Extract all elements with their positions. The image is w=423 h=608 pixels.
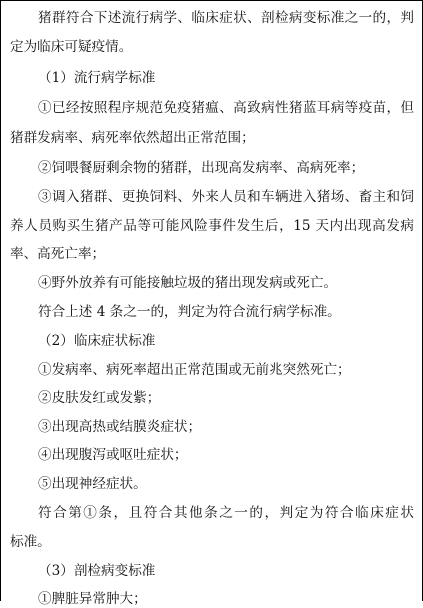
- intro-line-2: 定为临床可疑疫情。: [10, 39, 133, 55]
- clinical-item-2: ②皮肤发红或发紫；: [38, 390, 161, 406]
- necropsy-item-1: ①脾脏异常肿大；: [38, 591, 147, 607]
- intro-line-1: 猪群符合下述流行病学、临床症状、剖检病变标准之一的，判: [38, 10, 414, 26]
- epi-item-1-line-2: 猪群发病率、病死率依然超出正常范围；: [10, 130, 255, 146]
- clinical-item-4: ④出现腹泻或呕吐症状；: [38, 447, 188, 463]
- section-2-heading: （2）临床症状标准: [38, 333, 156, 349]
- section-1-heading: （1）流行病学标准: [38, 70, 156, 86]
- epi-conclusion: 符合上述 4 条之一的，判定为符合流行病学标准。: [38, 304, 341, 320]
- epi-item-1-line-1: ①已经按照程序规范免疫猪瘟、高致病性猪蓝耳病等疫苗，但: [38, 100, 414, 116]
- clinical-item-1: ①发病率、病死率超出正常范围或无前兆突然死亡；: [38, 362, 351, 378]
- epi-item-3-line-3: 率、高死亡率；: [10, 246, 106, 262]
- section-3-heading: （3）剖检病变标准: [38, 563, 156, 579]
- epi-item-3-line-2: 养人员购买生猪产品等可能风险事件发生后，15 天内出现高发病: [10, 218, 414, 234]
- clinical-item-3: ③出现高热或结膜炎症状；: [38, 419, 202, 435]
- clinical-conclusion-line-1: 符合第①条，且符合其他条之一的，判定为符合临床症状: [38, 505, 414, 521]
- epi-item-3-line-1: ③调入猪群、更换饲料、外来人员和车辆进入猪场、畜主和饲: [38, 189, 414, 205]
- clinical-item-5: ⑤出现神经症状。: [38, 476, 147, 492]
- epi-item-2: ②饲喂餐厨剩余物的猪群，出现高发病率、高病死率；: [38, 160, 365, 176]
- epi-item-4: ④野外放养有可能接触垃圾的猪出现发病或死亡。: [38, 275, 338, 291]
- clinical-conclusion-line-2: 标准。: [10, 534, 51, 550]
